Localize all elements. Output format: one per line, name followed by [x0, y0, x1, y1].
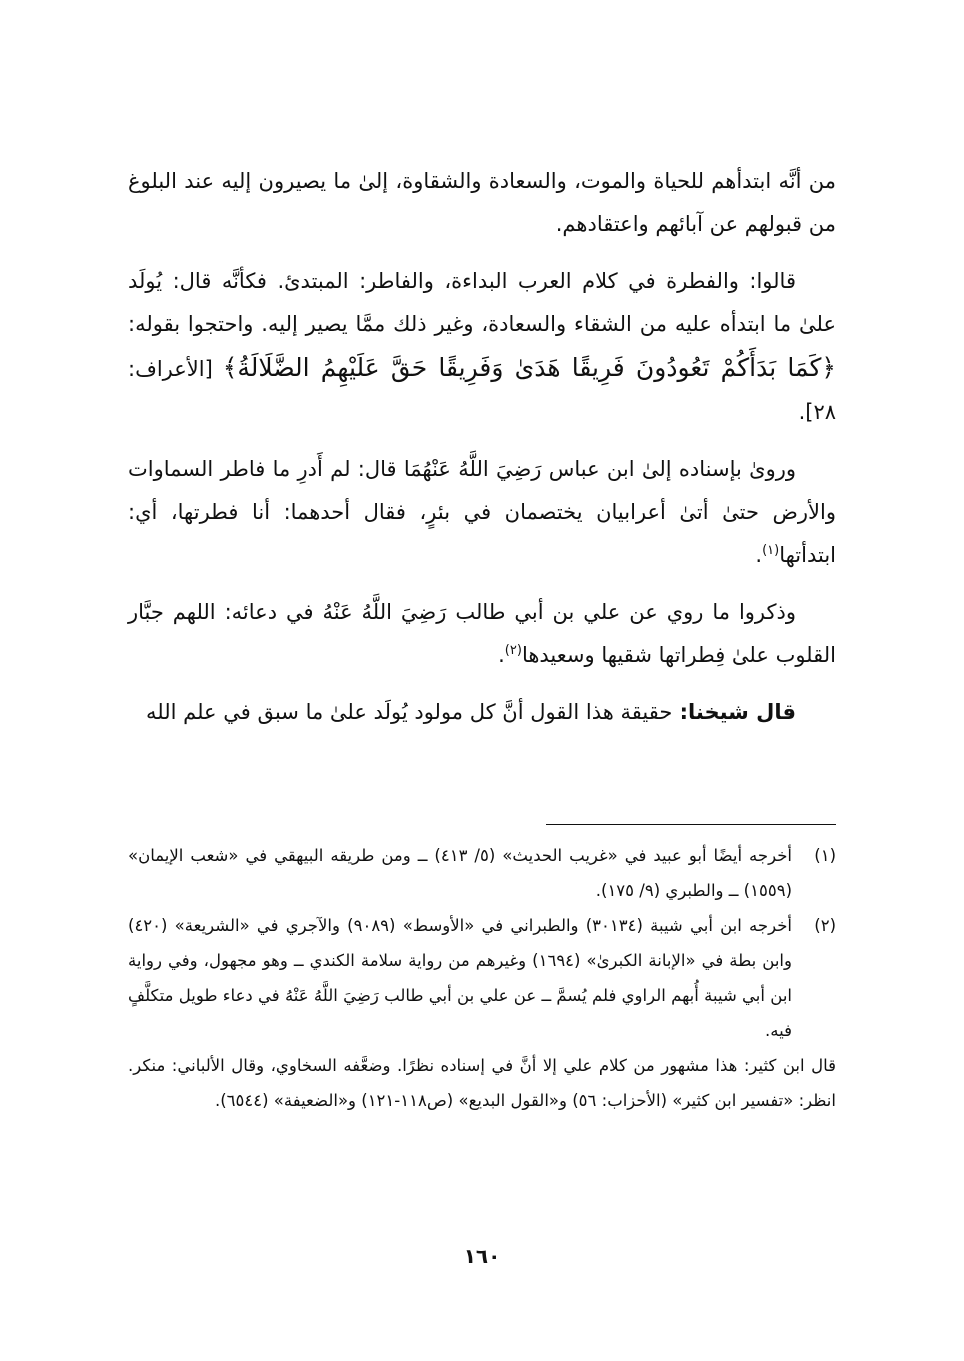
page-number: ١٦٠ [463, 1244, 501, 1268]
footnotes [128, 838, 836, 1118]
quran-reference: [الأعراف: ٢٨]. [128, 357, 836, 424]
footnote-number: (٢) [814, 916, 836, 935]
footnote-text: أخرجه ابن أبي شيبة (٣٠١٣٤) والطبراني في «الأوسط» (٩٠٨٩) والآجري في «الشريعة» (٤٢٠) وابن بطة في «الإبانة الكبرىٰ» (١٦٩٤) وغيرهم من رواية سلامة الكندي ــ وهو مجهول، وفي رواية ابن أبي شيبة أُبهم الراوي فلم يُسمَّ ــ عن علي بن أبي طالب رَضِيَ اللَّهُ عَنْهُ في دعاء طويل متكلَّفٍ فيه. [128, 916, 792, 1040]
footnote-divider [546, 824, 836, 825]
quran-verse: ﴿كَمَا بَدَأَكُمْ تَعُودُونَ فَرِيقًا هَدَىٰ وَفَرِيقًا حَقَّ عَلَيْهِمُ الضَّلَالَةُ﴾ [222, 353, 837, 382]
paragraph-5 [128, 691, 836, 734]
footnote-text: أخرجه أيضًا أبو عبيد في «غريب الحديث» (٥/ ٤١٣) ــ ومن طريقه البيهقي في «شعب الإيمان» (١٥٥٩) ــ والطبري (٩/ ١٧٥). [128, 846, 792, 900]
footnote-ref-1: (١) [762, 543, 780, 558]
paragraph-3 [128, 448, 836, 577]
sheikh-label: قال شيخنا: [672, 700, 796, 724]
paragraph-5-text: حقيقة هذا القول أنَّ كل مولود يُولَد علىٰ ما سبق في علم الله [145, 700, 673, 724]
footnote-number: (١) [814, 846, 836, 865]
footnote-2 [128, 908, 836, 1048]
paragraph-4-end: . [498, 643, 505, 667]
paragraph-2 [128, 260, 836, 434]
paragraph-1-text: من أنَّه ابتدأهم للحياة والموت، والسعادة والشقاوة، إلىٰ ما يصيرون إليه عند البلوغ من قبولهم عن آبائهم واعتقادهم. [128, 169, 836, 236]
paragraph-1 [128, 160, 836, 246]
paragraph-2-text: قالوا: والفطرة في كلام العرب البداءة، والفاطر: المبتدئ. فكأنَّه قال: يُولَد علىٰ ما ابتدأه عليه من الشقاء والسعادة، وغير ذلك ممَّا يصير إليه. واحتجوا بقوله: [128, 269, 836, 336]
main-text [128, 160, 836, 748]
footnote-1 [128, 838, 836, 908]
paragraph-3-end: . [755, 543, 763, 567]
paragraph-4 [128, 591, 836, 677]
footnote-ref-2: (٢) [504, 643, 522, 658]
paragraph-3-text: وروىٰ بإسناده إلىٰ ابن عباس رَضِيَ اللَّهُ عَنْهُمَا قال: لم أَدرِ ما فاطر السماوات والأرض حتىٰ أتىٰ أعرابيان يختصمان في بئرٍ، فقال أحدهما: أنا فطرتها، أي: ابتدأتها [128, 457, 836, 567]
paragraph-4-text: وذكروا ما روي عن علي بن أبي طالب رَضِيَ اللَّهُ عَنْهُ في دعائه: اللهم جبَّار القلوب علىٰ فِطراتها شقيها وسعيدها [128, 600, 836, 667]
footnote-2-continuation: قال ابن كثير: هذا مشهور من كلام علي إلا أنَّ في إسناده نظرًا. وضعَّفه السخاوي، وقال الألباني: منكر. انظر: «تفسير ابن كثير» (الأحزاب: ٥٦) و«القول البديع» (ص١١٨-١٢١) و«الضعيفة» (٦٥٤٤). [128, 1056, 836, 1110]
